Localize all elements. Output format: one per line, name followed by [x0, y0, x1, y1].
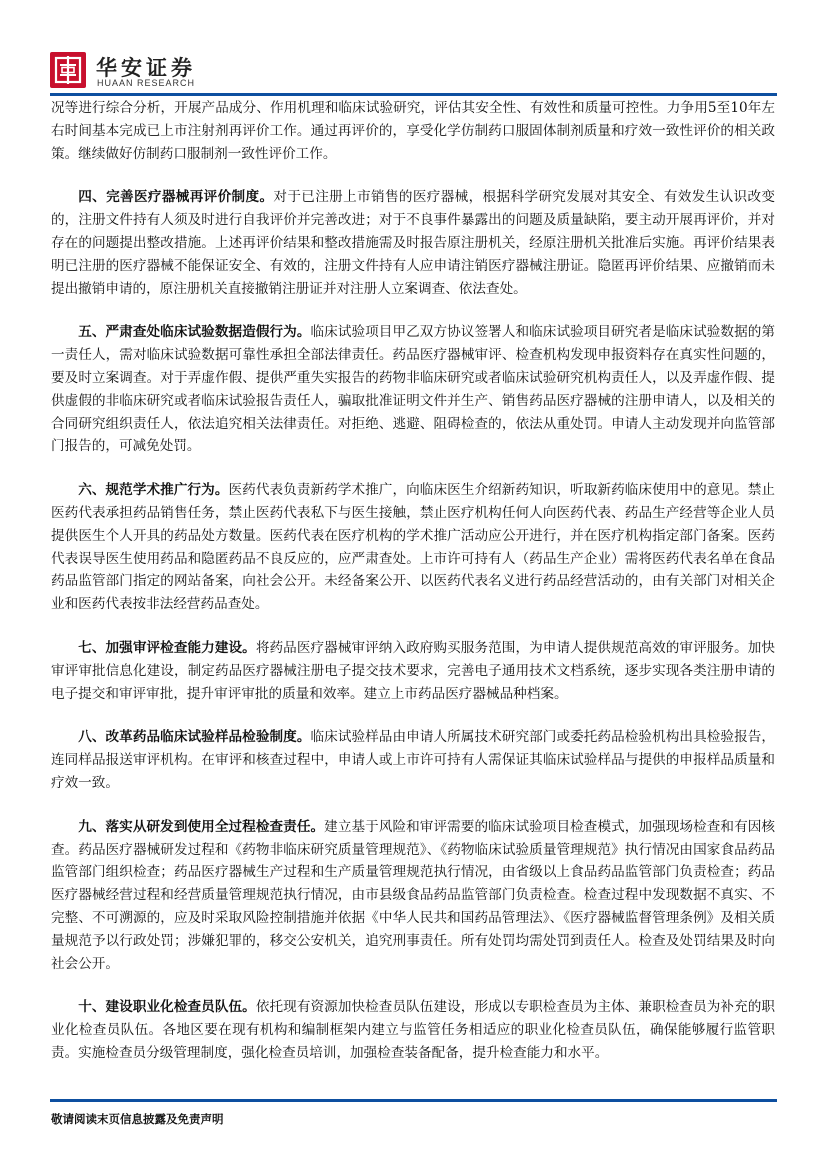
paragraph-text: 将药品医疗器械审评纳入政府购买服务范围，为申请人提供规范高效的审评服务。加快审评审批信息化建设，制定药品医疗器械注册电子提交技术要求，完善电子通用技术文档系统，逐步实现各类注册申请的电子提交和审评审批，提升审评审批的质量和效率。建立上市药品医疗器械品种档案。 — [51, 639, 776, 702]
paragraph-text: 对于已注册上市销售的医疗器械，根据科学研究发展对其安全、有效发生认识改变的，注册文件持有人须及时进行自我评价并完善改进；对于不良事件暴露出的问题及质量缺陷，要主动开展再评价，并对存在的问题提出整改措施。上述再评价结果和整改措施需及时报告原注册机关，经原注册机关批准后实施。再评价结果表明已注册的医疗器械不能保证安全、有效的，注册文件持有人应申请注销医疗器械注册证。隐匿再评价结果、应撤销而未提出撤销申请的，原注册机关直接撤销注册证并对注册人立案调查、依法查处。 — [51, 189, 776, 297]
document-body — [51, 97, 775, 1086]
section-8-paragraph — [51, 726, 775, 794]
paragraph-text: 临床试验样品由申请人所属技术研究部门或委托药品检验机构出具检验报告，连同样品报送审评机构。在审评和核查过程中，申请人或上市许可持有人需保证其临床试验样品与提供的申报样品质量和疗效一致。 — [51, 729, 776, 791]
footer-divider — [50, 1099, 777, 1102]
company-name-en: HUAAN RESEARCH — [97, 78, 196, 88]
section-heading: 四、完善医疗器械再评价制度。 — [78, 189, 274, 206]
section-heading: 八、改革药品临床试验样品检验制度。 — [78, 729, 311, 746]
huaan-logo-icon — [50, 52, 86, 88]
paragraph-text: 依托现有资源加快检查员队伍建设，形成以专职检查员为主体、兼职检查员为补充的职业化检查员队伍。各地区要在现有机构和编制框架内建立与监管任务相适应的职业化检查员队伍，确保能够履行监管职责。实施检查员分级管理制度，强化检查员培训，加强检查装备配备，提升检查能力和水平。 — [51, 999, 776, 1061]
paragraph-text: 医药代表负责新药学术推广，向临床医生介绍新药知识，听取新药临床使用中的意见。禁止医药代表承担药品销售任务，禁止医药代表私下与医生接触，禁止医疗机构任何人向医药代表、药品生产经营等企业人员提供医生个人开具的药品处方数量。医药代表在医疗机构的学术推广活动应公开进行，并在医疗机构指定部门备案。医药代表误导医生使用药品和隐匿药品不良反应的，应严肃查处。上市许可持有人（药品生产企业）需将医药代表名单在食品药品监管部门指定的网站备案，向社会公开。未经备案公开、以医药代表名义进行药品经营活动的，由有关部门对相关企业和医药代表按非法经营药品查处。 — [51, 482, 776, 613]
section-heading: 十、建设职业化检查员队伍。 — [78, 999, 256, 1016]
company-name-cn: 华安证券 — [96, 55, 196, 80]
paragraph-text: 建立基于风险和审评需要的临床试验项目检查模式，加强现场检查和有因核查。药品医疗器械研发过程和《药物非临床研究质量管理规范》、《药物临床试验质量管理规范》执行情况由国家食品药品监管部门组织检查；药品医疗器械生产过程和生产质量管理规范执行情况，由省级以上食品药品监管部门负责检查；药品医疗器械经营过程和经营质量管理规范执行情况，由市县级食品药品监管部门负责检查。检查过程中发现数据不真实、不完整、不可溯源的，应及时采取风险控制措施并依据《中华人民共和国药品管理法》、《医疗器械监督管理条例》及相关质量规范予以行政处罚；涉嫌犯罪的，移交公安机关，追究刑事责任。所有处罚均需处罚到责任人。检查及处罚结果及时向社会公开。 — [51, 818, 776, 972]
section-heading: 六、规范学术推广行为。 — [78, 482, 229, 499]
section-10-paragraph — [51, 996, 775, 1064]
section-4-paragraph — [51, 186, 775, 300]
section-5-paragraph — [51, 321, 775, 458]
section-heading: 五、严肃查处临床试验数据造假行为。 — [78, 324, 311, 341]
section-heading: 七、加强审评检查能力建设。 — [78, 639, 256, 656]
section-7-paragraph — [51, 637, 775, 705]
section-9-paragraph — [51, 816, 775, 976]
paragraph-continued — [51, 97, 775, 165]
page-header — [50, 50, 777, 94]
paragraph-text: 况等进行综合分析，开展产品成分、作用机理和临床试验研究，评估其安全性、有效性和质量可控性。力争用5至10年左右时间基本完成已上市注射剂再评价工作。通过再评价的，享受化学仿制药口服固体制剂质量和疗效一致性评价的相关政策。继续做好仿制药口服制剂一致性评价工作。 — [51, 100, 775, 162]
section-heading: 九、落实从研发到使用全过程检查责任。 — [78, 818, 325, 835]
header-divider — [50, 93, 777, 96]
section-6-paragraph — [51, 479, 775, 616]
disclaimer-note: 敬请阅读末页信息披露及免责声明 — [51, 1112, 224, 1126]
paragraph-text: 临床试验项目甲乙双方协议签署人和临床试验项目研究者是临床试验数据的第一责任人，需对临床试验数据可靠性承担全部法律责任。药品医疗器械审评、检查机构发现申报资料存在真实性问题的，要及时立案调查。对于弄虚作假、提供严重失实报告的药物非临床研究或者临床试验研究机构责任人，以及弄虚作假、提供虚假的非临床研究或者临床试验报告责任人，骗取批准证明文件并生产、销售药品医疗器械的注册申请人，以及相关的合同研究组织责任人，依法追究相关法律责任。对拒绝、逃避、阻碍检查的，依法从重处罚。申请人主动发现并向监管部门报告的，可减免处罚。 — [51, 324, 776, 455]
